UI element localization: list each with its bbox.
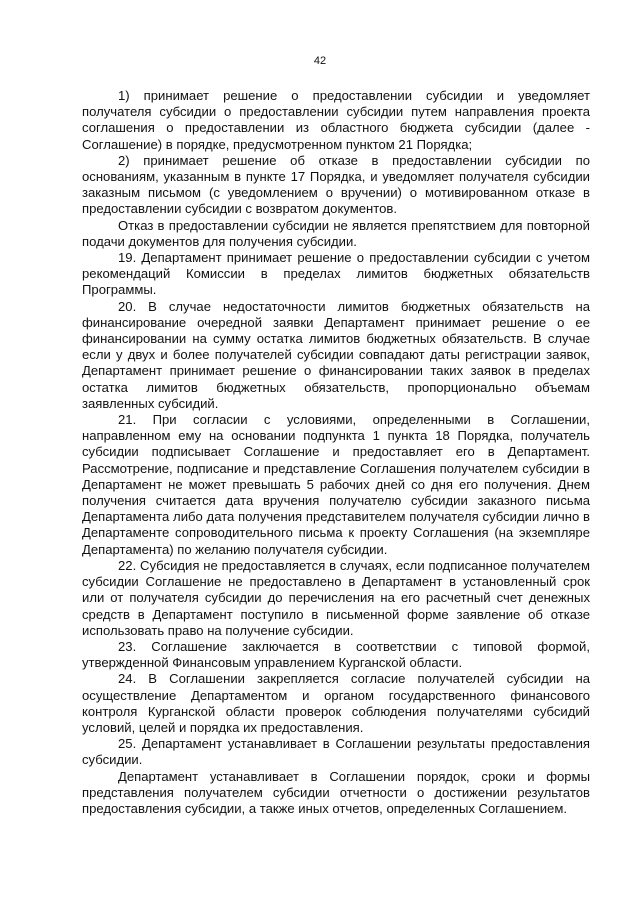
paragraph-clause-22: 22. Субсидия не предоставляется в случаях, если подписанное получателем субсидии Соглашение не предоставлено в Департамент в установленный срок или от получателя субсидии до перечисления на его расчетный счет денежных средств в Департамент поступило в письменной форме заявление об отказе использовать право на получение субсидии. — [82, 557, 590, 638]
paragraph-decision-refusal: 2) принимает решение об отказе в предоставлении субсидии по основаниям, указанным в пункте 17 Порядка, и уведомляет получателя субсидии заказным письмом (с уведомлением о вручении) о мотивированном отказе в предоставлении субсидии с возвратом документов. — [82, 152, 590, 217]
paragraph-clause-23: 23. Соглашение заключается в соответствии с типовой формой, утвержденной Финансовым управлением Курганской области. — [82, 638, 590, 671]
paragraph-clause-19: 19. Департамент принимает решение о предоставлении субсидии с учетом рекомендаций Комиссии в пределах лимитов бюджетных обязательств Программы. — [82, 250, 590, 298]
paragraph-refusal-note: Отказ в предоставлении субсидии не является препятствием для повторной подачи документов для получения субсидии. — [82, 217, 590, 249]
paragraph-reporting: Департамент устанавливает в Соглашении порядок, сроки и формы представления получателем субсидии отчетности о достижении результатов предоставления субсидии, а также иных отчетов, определенных Соглашением. — [82, 768, 590, 816]
document-body — [82, 88, 590, 817]
paragraph-clause-25: 25. Департамент устанавливает в Соглашении результаты предоставления субсидии. — [82, 736, 590, 768]
paragraph-clause-21: 21. При согласии с условиями, определенными в Соглашении, направленном ему на основании подпункта 1 пункта 18 Порядка, получатель субсидии подписывает Соглашение и предоставляет его в Департамент. Рассмотрение, подписание и представление Соглашения получателем субсидии в Департамент не может превышать 5 рабочих дней со дня его получения. Днем получения считается дата вручения получателю субсидии заказного письма Департамента либо дата получения представителем получателя субсидии лично в Департаменте сопроводительного письма к проекту Соглашения (на экземпляре Департамента) по желанию получателя субсидии. — [82, 412, 590, 557]
page-number: 42 — [313, 55, 327, 67]
paragraph-decision-grant: 1) принимает решение о предоставлении субсидии и уведомляет получателя субсидии о предоставлении субсидии путем направления проекта соглашения о предоставлении из областного бюджета субсидии (далее - Соглашение) в порядке, предусмотренном пунктом 21 Порядка; — [82, 88, 590, 152]
paragraph-clause-24: 24. В Соглашении закрепляется согласие получателей субсидии на осуществление Департаментом и органом государственного финансового контроля Курганской области проверок соблюдения получателями субсидий условий, целей и порядка их предоставления. — [82, 671, 590, 735]
paragraph-clause-20: 20. В случае недостаточности лимитов бюджетных обязательств на финансирование очередной заявки Департамент принимает решение о ее финансировании на сумму остатка лимитов бюджетных обязательств. В случае если у двух и более получателей субсидии совпадают даты регистрации заявок, Департамент принимает решение о финансировании таких заявок в пределах остатка лимитов бюджетных обязательств, пропорционально объемам заявленных субсидий. — [82, 298, 590, 411]
